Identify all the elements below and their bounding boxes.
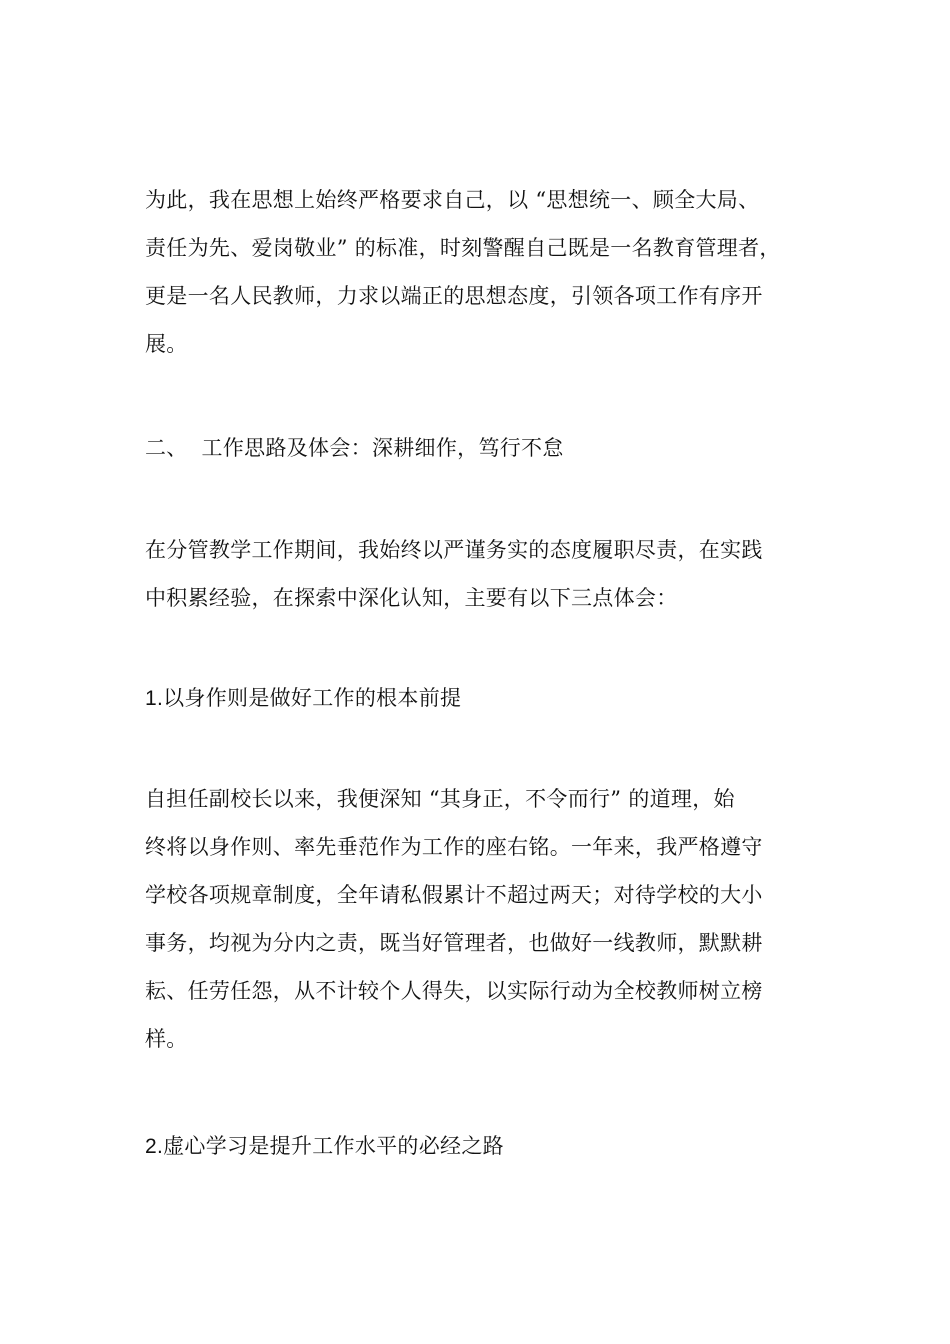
subheading-text: 以身作则是做好工作的根本前提 [163,686,462,710]
subheading-2 [145,1122,835,1171]
paragraph-intro [145,526,835,622]
subheading-text: 虚心学习是提升工作水平的必经之路 [163,1134,504,1158]
paragraph-line: 展。 [145,332,188,356]
subheading-number: 2. [145,1135,164,1158]
paragraph-line: 责任为先、爱岗敬业” 的标准，时刻警醒自己既是一名教育管理者， [145,236,781,260]
section-heading [145,424,835,472]
paragraph-line: 为此，我在思想上始终严格要求自己，以 “思想统一、顾全大局、 [145,188,760,212]
paragraph-line: 样。 [145,1027,188,1051]
paragraph-line: 更是一名人民教师，力求以端正的思想态度，引领各项工作有序开 [145,284,763,308]
subheading-line [145,1122,835,1171]
paragraph-ideology [145,176,835,368]
paragraph-line: 耘、任劳任怨，从不计较个人得失，以实际行动为全校教师树立榜 [145,979,763,1003]
paragraph-lead-by-example [145,775,835,1063]
section-title: 二、 工作思路及体会：深耕细作，笃行不怠 [145,436,564,460]
subheading-line [145,674,835,723]
paragraph-line: 中积累经验，在探索中深化认知，主要有以下三点体会： [145,586,678,610]
paragraph-line: 学校各项规章制度，全年请私假累计不超过两天；对待学校的大小 [145,883,763,907]
paragraph-line: 自担任副校长以来，我便深知 “其身正，不令而行” 的道理，始 [145,787,735,811]
paragraph-line: 事务，均视为分内之责，既当好管理者，也做好一线教师，默默耕 [145,931,763,955]
subheading-1 [145,674,835,723]
subheading-number: 1. [145,687,164,710]
paragraph-line: 在分管教学工作期间，我始终以严谨务实的态度履职尽责，在实践 [145,538,763,562]
paragraph-line: 终将以身作则、率先垂范作为工作的座右铭。一年来，我严格遵守 [145,835,763,859]
